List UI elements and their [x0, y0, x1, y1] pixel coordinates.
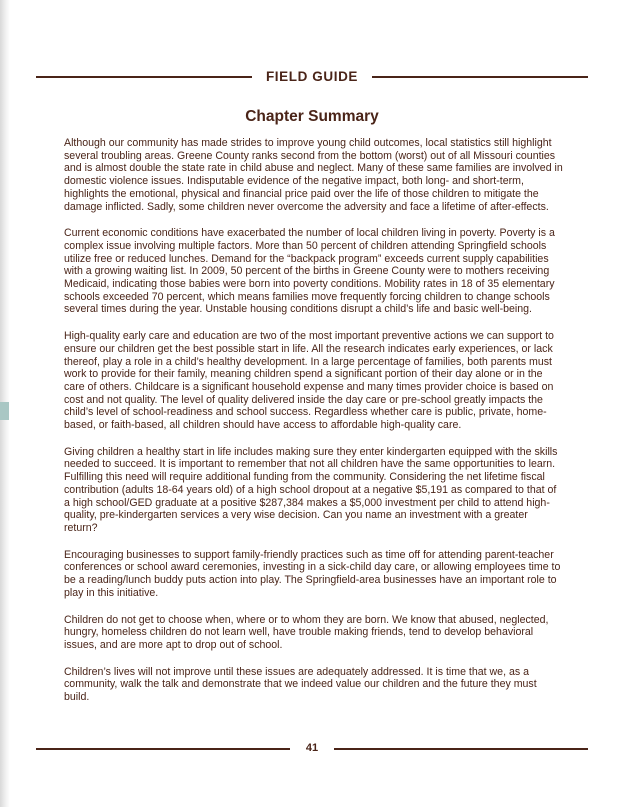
- paragraph-conclusion: Children’s lives will not improve until these issues are adequately addressed. It is time that we, as a community, walk the talk and demonstrate that we indeed value our children and the future they must build.: [64, 665, 537, 704]
- footer-rule-right: [334, 748, 588, 750]
- page-footer: [36, 740, 588, 756]
- page-header: [36, 68, 588, 86]
- paragraph-businesses: Encouraging businesses to support family-friendly practices such as time off for attending parent-teacher conferences or school award ceremonies, investing in a sick-child day care, or allowing employees time to be a reading/lunch buddy puts action into play. The Springfield-area businesses have an important role to play in this initiative.: [64, 548, 561, 599]
- footer-rule-left: [36, 748, 290, 750]
- paragraph-kindergarten: Giving children a healthy start in life includes making sure they enter kindergarten equipped with the skills needed to succeed. It is important to remember that not all children have the same opportunities to learn. Fulfilling this need will require additional funding from the community. Considering the net lifetime fiscal contribution (adults 18-64 years old) of a high school dropout at a negative $5,191 as compared to that of a high school/GED graduate at a positive $287,384 makes a $5,000 investment per child to attend high-quality, pre-kindergarten services a very wise decision. Can you name an investment with a greater return?: [64, 445, 558, 534]
- field-guide-title: FIELD GUIDE: [265, 69, 359, 84]
- header-rule-right: [372, 76, 588, 78]
- section-tab-marker: [0, 402, 9, 420]
- chapter-body: [64, 137, 564, 718]
- page-number: 41: [305, 742, 319, 754]
- paragraph-child-outcomes: Although our community has made strides to improve young child outcomes, local statistics still highlight several troubling areas. Greene County ranks second from the bottom (worst) out of all Missouri counties and is almost double the state rate in child abuse and neglect. Many of these same families are involved in domestic violence issues. Indisputable evidence of the negative impact, both long- and short-term, highlights the emotional, physical and financial price paid over the life of those children to mitigate the damage inflicted. Sadly, some children never overcome the adversity and face a lifetime of after-effects.: [64, 137, 563, 213]
- header-rule-left: [36, 76, 252, 78]
- paragraph-children-choice: Children do not get to choose when, where or to whom they are born. We know that abused, neglected, hungry, homeless children do not learn well, have trouble making friends, tend to develop behavioral issues, and are more apt to drop out of school.: [64, 613, 549, 651]
- chapter-title: Chapter Summary: [245, 108, 379, 125]
- paragraph-poverty: Current economic conditions have exacerbated the number of local children living in poverty. Poverty is a complex issue involving multiple factors. More than 50 percent of children attending Springfield schools utilize free or reduced lunches. Demand for the “backpack program” exceeds current supply capabilities with a growing waiting list. In 2009, 50 percent of the births in Greene County were to mothers receiving Medicaid, indicating those babies were born into poverty conditions. Mobility rates in 18 of 35 elementary schools exceeded 70 percent, which means families move frequently forcing children to change schools several times during the year. Unstable housing conditions disrupt a child’s life and basic well-being.: [64, 227, 555, 316]
- paragraph-early-care: High-quality early care and education are two of the most important preventive actions we can support to ensure our children get the best possible start in life. All the research indicates early experiences, or lack thereof, play a role in a child’s healthy development. In a large percentage of families, both parents must work to provide for their family, meaning children spend a significant portion of their day alone or in the care of others. Childcare is a significant household expense and many times provider choice is based on cost and not quality. The level of quality delivered inside the day care or pre-school greatly impacts the child’s level of school-readiness and school success. Regardless whether care is public, private, home-based, or faith-based, all children should have access to affordable high-quality care.: [64, 330, 554, 432]
